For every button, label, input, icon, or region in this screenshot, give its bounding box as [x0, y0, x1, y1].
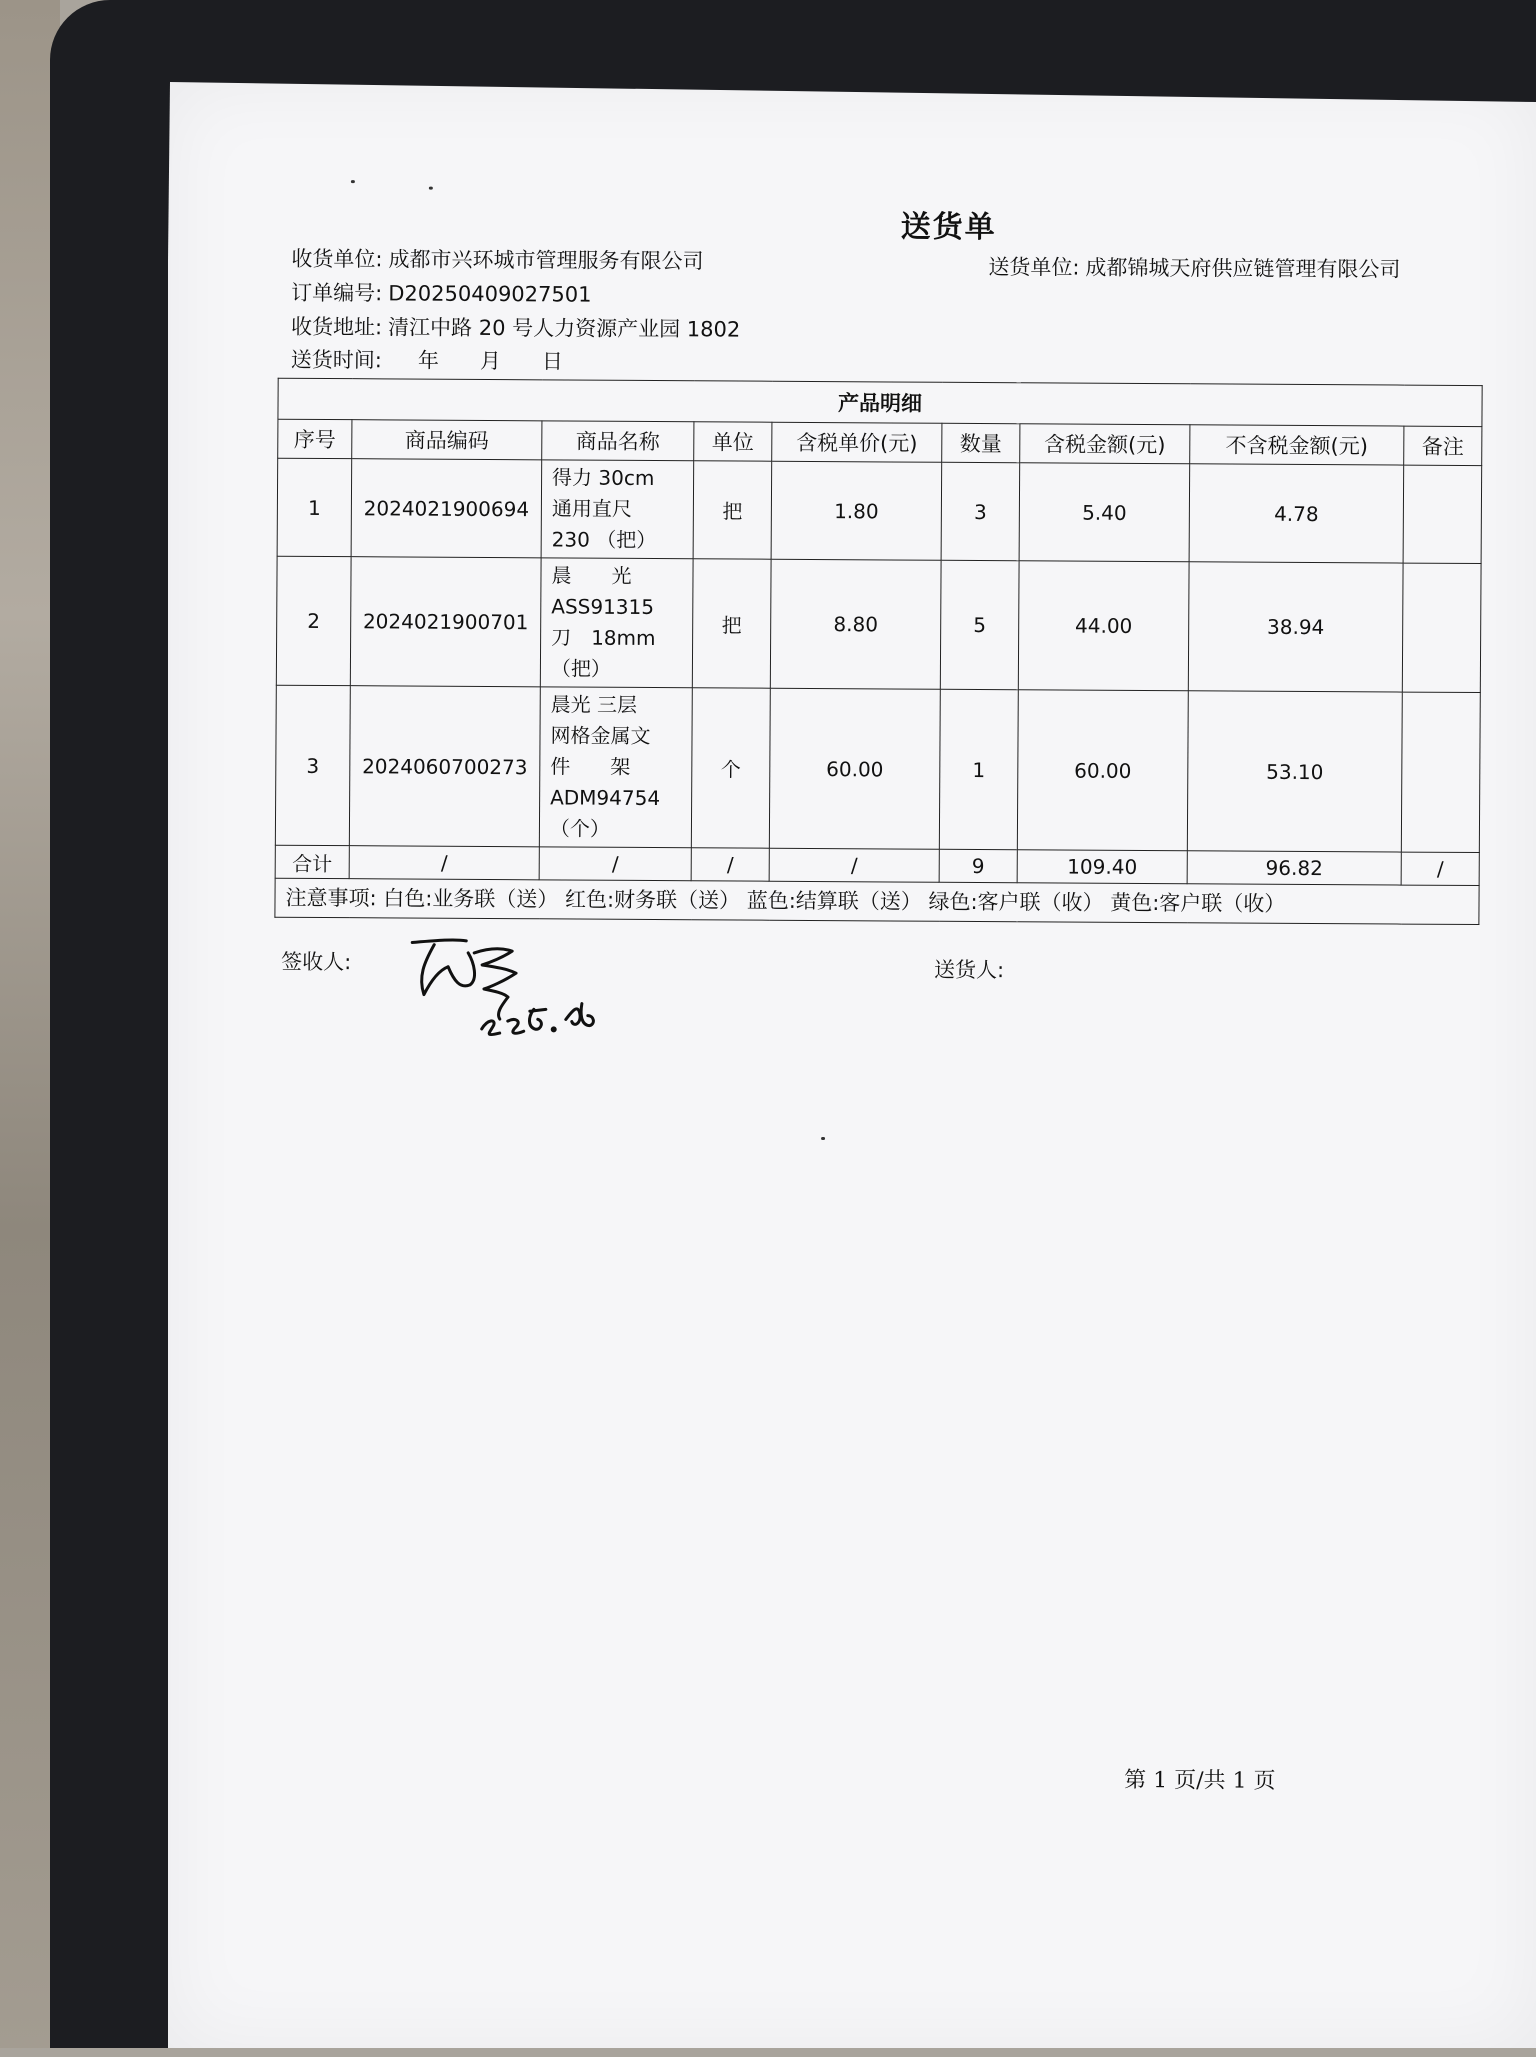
page-number: 第 1 页/共 1 页: [1124, 1767, 1276, 1794]
row-price: 1.80: [771, 461, 942, 560]
row-name-line: ADM94754: [550, 785, 661, 811]
row-name-line: 230 （把）: [551, 527, 657, 553]
row-name-line: ASS91315: [551, 594, 655, 620]
row-no: 3: [275, 685, 350, 845]
row-price: 8.80: [770, 559, 941, 689]
paper-speck: [429, 187, 433, 190]
total-unit: /: [691, 848, 769, 881]
address-line: [291, 311, 740, 344]
total-price: /: [769, 848, 939, 882]
delivery-time-value: 年 月 日: [417, 348, 573, 374]
row-unit: 把: [692, 559, 771, 688]
col-header-code: 商品编码: [352, 420, 542, 460]
receiver-label: 收货单位:: [291, 246, 383, 272]
order-no-label: 订单编号:: [291, 280, 383, 306]
table-row: [277, 458, 1482, 563]
sender-value: 成都锦城天府供应链管理有限公司: [1085, 255, 1401, 282]
order-no-line: [291, 277, 591, 309]
row-qty: 1: [939, 689, 1018, 849]
address-value: 清江中路 20 号人力资源产业园 1802: [388, 315, 741, 342]
row-name: [540, 558, 693, 688]
total-amount-ex: 96.82: [1187, 851, 1401, 885]
row-amount-ex: 4.78: [1189, 464, 1404, 563]
document-title: 送货单: [900, 209, 997, 246]
row-amount-ex: 38.94: [1188, 562, 1403, 692]
row-amount: 44.00: [1018, 561, 1189, 691]
row-amount: 5.40: [1019, 463, 1190, 562]
col-header-remark: 备注: [1404, 426, 1482, 465]
col-header-amount: 含税金额(元): [1020, 424, 1190, 464]
row-code: 2024060700273: [349, 686, 540, 847]
col-header-amount-ex: 不含税金额(元): [1190, 425, 1404, 465]
paper-speck: [351, 180, 355, 183]
address-label: 收货地址:: [290, 314, 383, 340]
total-amount: 109.40: [1017, 850, 1187, 884]
row-qty: 3: [941, 462, 1020, 560]
delivery-time-line: [291, 344, 573, 376]
row-name-line: 网格金属文: [550, 723, 651, 748]
row-name-line: 件 架: [550, 754, 631, 779]
receiver-signature-label: 签收人:: [281, 949, 352, 975]
table-row: [275, 685, 1480, 852]
row-name-line: 得力 30cm: [552, 465, 655, 491]
col-header-qty: 数量: [942, 423, 1020, 462]
row-name-line: 晨 光: [551, 563, 632, 588]
col-header-unit: 单位: [694, 422, 772, 461]
product-table-wrapper: [274, 378, 1481, 925]
total-name: /: [539, 847, 691, 881]
table-row: [276, 556, 1481, 692]
product-table: [274, 378, 1482, 925]
row-amount-ex: 53.10: [1187, 691, 1402, 852]
total-label: 合计: [275, 845, 349, 878]
col-header-price: 含税单价(元): [772, 422, 942, 462]
col-header-no: 序号: [278, 419, 352, 458]
row-code: 2024021900701: [350, 557, 541, 687]
note-row: [275, 878, 1479, 924]
row-name-line: （个）: [549, 816, 611, 841]
row-remark: [1402, 563, 1481, 692]
sender-signature-label: 送货人:: [934, 957, 1005, 983]
delivery-time-label: 送货时间:: [290, 347, 382, 373]
sender-label: 送货单位:: [988, 255, 1080, 280]
row-no: 1: [277, 458, 352, 556]
row-unit: 个: [691, 688, 770, 848]
note-text: 注意事项: 白色:业务联（送） 红色:财务联（送） 蓝色:结算联（送） 绿色:客户联（收） 黄色:客户联（收）: [275, 878, 1479, 924]
row-name: [539, 687, 692, 848]
row-name-line: 刀 18mm: [551, 625, 656, 651]
table-caption: 产品明细: [278, 378, 1482, 426]
row-name-line: （把）: [550, 656, 611, 681]
receiver-value: 成都市兴环城市管理服务有限公司: [388, 247, 704, 274]
handwritten-signature: [404, 932, 645, 1043]
total-remark: /: [1401, 852, 1479, 885]
row-amount: 60.00: [1017, 690, 1188, 851]
row-code: 2024021900694: [351, 459, 542, 558]
row-unit: 把: [693, 461, 772, 559]
row-name-line: 晨光 三层: [550, 692, 638, 717]
row-price: 60.00: [769, 688, 940, 849]
total-code: /: [349, 846, 539, 880]
row-qty: 5: [940, 560, 1019, 689]
sender-line: [988, 251, 1400, 284]
col-header-name: 商品名称: [542, 421, 694, 461]
order-no-value: D20250409027501: [388, 281, 592, 307]
paper-speck: [821, 1137, 825, 1140]
row-name: [541, 460, 694, 559]
row-remark: [1403, 465, 1482, 563]
receiver-line: [291, 243, 703, 276]
row-remark: [1401, 692, 1480, 852]
total-qty: 9: [939, 849, 1017, 882]
row-name-line: 通用直尺: [551, 496, 632, 521]
row-no: 2: [276, 556, 351, 685]
